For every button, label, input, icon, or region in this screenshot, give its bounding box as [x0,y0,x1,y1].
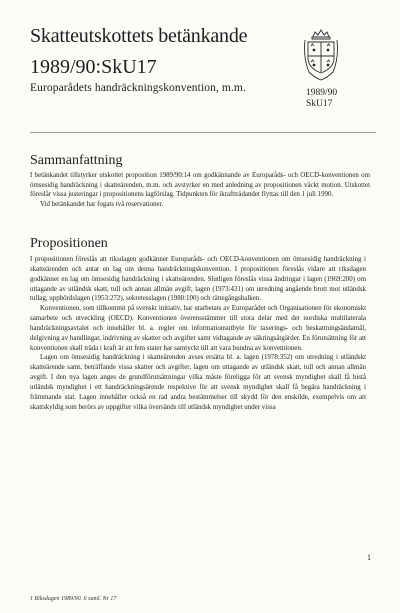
document-title: Skatteutskottets betänkande [30,25,248,47]
summary-paragraph: I betänkandet tillstyrker utskottet proposition 1989/90:14 om godkännande av Europaråds- och OECD-konventionen om ömsesidig handräckning i skatteärenden, m.m. och avstyrker en med anledning av propositionen väckt motion. Utskottet föreslår vissa justeringar i propositionens lagförslag. Tidpunkten för ikraftträdandet flyttas till den 1 juli 1990. [30,172,370,199]
proposition-paragraph: Konventionen, som tillkommit på svenskt initiativ, har utarbetats av Europarådet och Organisationen för ekonomiskt samarbete och utveckling (OECD). Konventionen överensstämmer till stora delar med det nordiska multilaterala handräckningsavtalet och innehåller bl. a. regler om informationsutbyte för taxerings- och beskattningsändamål, delgivning av handlingar, indrivning av skatter och avgifter samt vidtagande av säkringsåtgärder. En förutsättning för att konventionen skall träda i kraft är att fem stater har samtyckt till att vara bundna av konventionen. [30,304,366,352]
proposition-paragraph: Lagen om ömsesidig handräckning i skatteärenden avses ersätta bl. a. lagen (1978:352) om utredning i utländskt skatteärende samt, beträffande vissa skatter och avgifter, lagen om uttagande av utländsk skatt, tull och annan allmän avgift. I den nya lagen anges de grundförutsättningar vilka måste föreligga för att svensk myndighet skall få bistå utländsk myndighet i ett handräckningsärende respektive för att svensk myndighet skall få begära handräckning i främmande stat. Lagen innehåller också en rad andra bestämmelser till skydd för den enskilde, exempelvis om att skattskyldig som berörs av uppgifter vilka översänds till utländsk myndighet under vissa [30,353,366,411]
proposition-section [30,255,366,413]
summary-section [30,171,370,209]
summary-heading: Sammanfattning [30,153,123,168]
page-footer: 1 Riksdagen 1989/90. 6 saml. Nr 17 [30,596,117,602]
document-subtitle: Europarådets handräckningskonvention, m.m. [30,82,246,94]
royal-crest-icon [303,28,339,84]
side-reference [306,88,337,110]
proposition-paragraph: I propositionen föreslås att riksdagen godkänner Europaråds- och OECD-konventionen om ömsesidig handräckning i skatteärenden och antar en lag om denna handräckningskonvention. I propositionen föreslås vidare att riksdagen godkänner en lag om ömsesidig handräckning i skatteärenden. Slutligen föreslås vissa ändringar i lagen (1969:200) om uttagande av utländsk skatt, tull och annan allmän avgift, lagen (1973:431) om utredning angående brott mot utländsk tullag, uppbördslagen (1953:272), sekretesslagen (1980:100) och rättegångsbalken. [30,255,366,303]
side-reference-code: SkU17 [306,99,333,109]
side-reference-year: 1989/90 [306,88,338,98]
proposition-heading: Propositionen [30,236,108,251]
header-divider [30,132,376,133]
page-number: 1 [367,553,371,562]
document-designation: 1989/90:SkU17 [30,56,157,78]
summary-paragraph: Vid betänkandet har fogats två reservationer. [40,200,164,208]
